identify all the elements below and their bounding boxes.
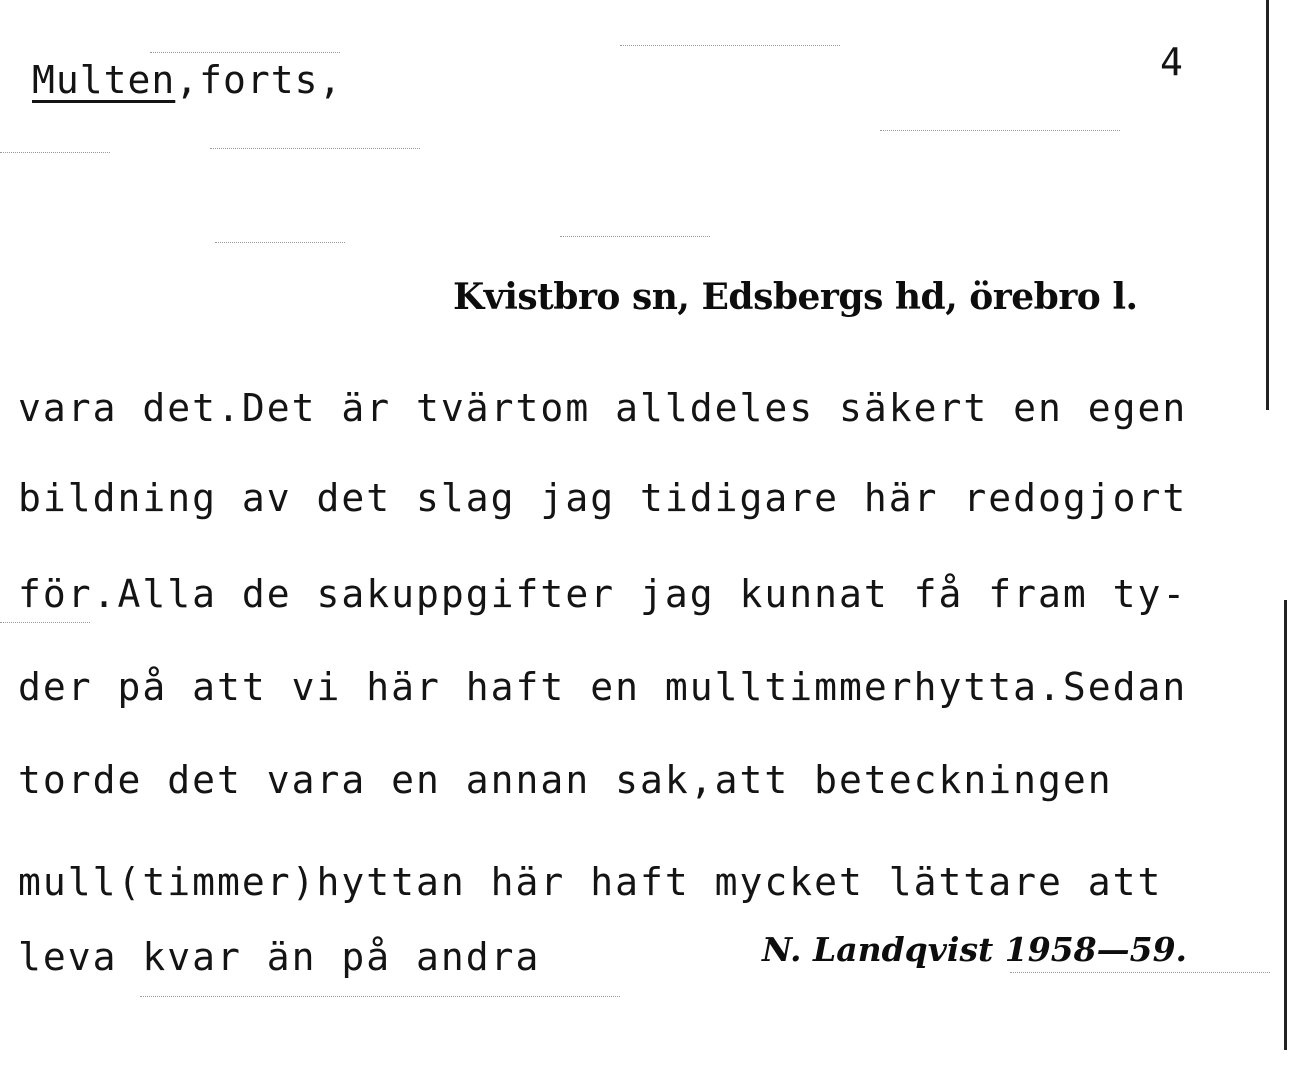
body-line: bildning av det slag jag tidigare här redogjort	[18, 476, 1188, 520]
scan-artifact	[0, 622, 90, 624]
body-line: för.Alla de sakuppgifter jag kunnat få fram ty-	[18, 572, 1188, 616]
location-stamp: Kvistbro sn, Edsbergs hd, örebro l.	[453, 276, 1138, 318]
scan-artifact	[620, 45, 840, 47]
scan-artifact	[1010, 972, 1270, 974]
scan-artifact	[560, 236, 710, 238]
scan-artifact	[215, 242, 345, 244]
body-line: mull(timmer)hyttan här haft mycket lättare att	[18, 860, 1163, 904]
headword-suffix: ,forts,	[175, 58, 343, 102]
headword-line	[32, 58, 342, 102]
card-edge-line	[1266, 0, 1269, 410]
body-line: vara det.Det är tvärtom alldeles säkert en egen	[18, 386, 1188, 430]
scan-artifact	[150, 52, 340, 54]
scan-artifact	[140, 996, 620, 998]
signature-stamp: N. Landqvist 1958—59.	[762, 930, 1188, 969]
scan-artifact	[880, 130, 1120, 132]
body-line: leva kvar än på andra	[18, 935, 541, 979]
scan-artifact	[0, 152, 110, 154]
page-number: 4	[1160, 40, 1183, 84]
scan-artifact	[210, 148, 420, 150]
body-line: der på att vi här haft en mulltimmerhytta.Sedan	[18, 665, 1188, 709]
body-line: torde det vara en annan sak,att beteckningen	[18, 758, 1113, 802]
headword: Multen	[32, 58, 176, 102]
card-edge-line	[1284, 600, 1287, 1050]
